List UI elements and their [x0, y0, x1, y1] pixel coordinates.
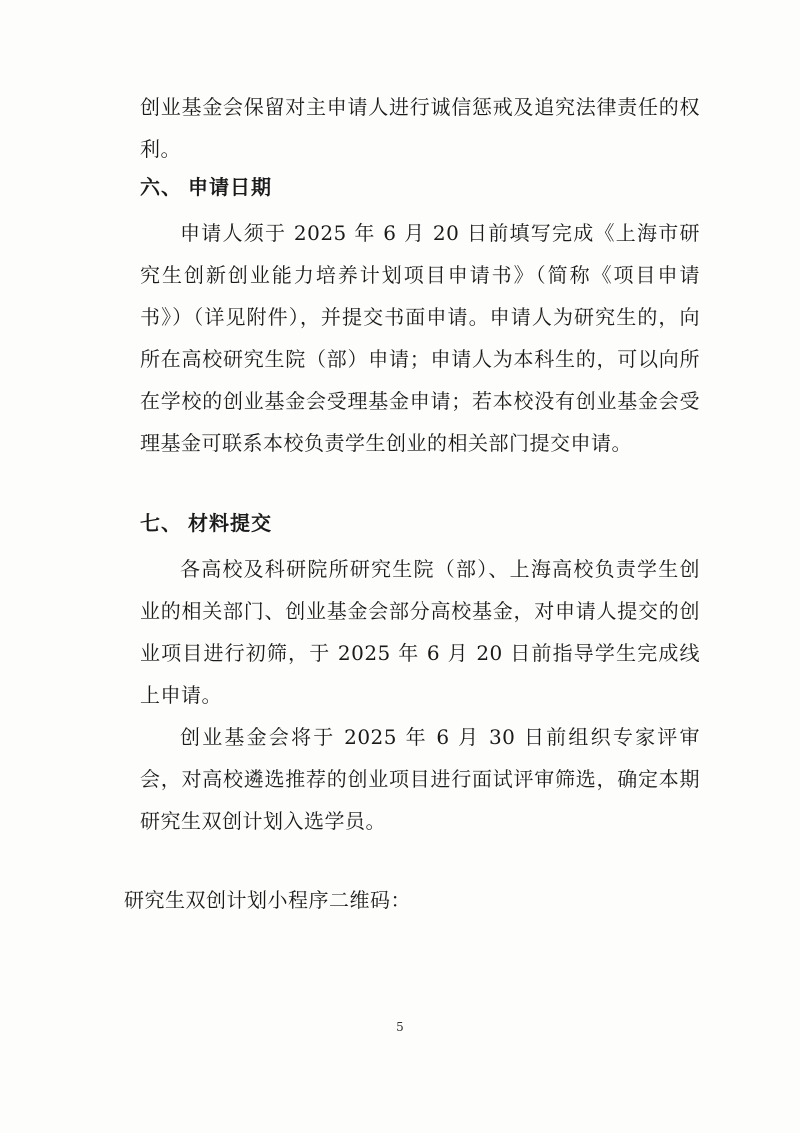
section-6-paragraph: 申请人须于 2025 年 6 月 20 日前填写完成《上海市研究生创新创业能力培养计划项目申请书》（简称《项目申请书》）（详见附件），并提交书面申请。申请人为研究生的，向所在高校研究生院（部）申请；申请人为本科生的，可以向所在学校的创业基金会受理基金申请；若本校没有创业基金会受理基金可联系本校负责学生创业的相关部门提交申请。	[140, 221, 700, 455]
qr-code-label: 研究生双创计划小程序二维码：	[124, 888, 411, 912]
section-7-title: 材料提交	[188, 511, 272, 535]
intro-text: 创业基金会保留对主申请人进行诚信惩戒及追究法律责任的权利。	[140, 95, 700, 161]
section-6-heading	[140, 172, 272, 202]
section-7-paragraph-1: 各高校及科研院所研究生院（部）、上海高校负责学生创业的相关部门、创业基金会部分高校基金，对申请人提交的创业项目进行初筛，于 2025 年 6 月 20 日前指导学生完成线上申请。	[140, 557, 700, 707]
section-7-body	[140, 548, 700, 842]
section-6-body	[140, 212, 700, 464]
section-6-number: 六、	[140, 175, 182, 199]
section-6-title: 申请日期	[188, 175, 272, 199]
intro-paragraph	[140, 86, 700, 170]
section-7-paragraph-2: 创业基金会将于 2025 年 6 月 30 日前组织专家评审会，对高校遴选推荐的创业项目进行面试评审筛选，确定本期研究生双创计划入选学员。	[140, 725, 700, 833]
page-number: 5	[396, 1020, 404, 1034]
section-7-number: 七、	[140, 511, 182, 535]
section-7-heading	[140, 508, 272, 538]
